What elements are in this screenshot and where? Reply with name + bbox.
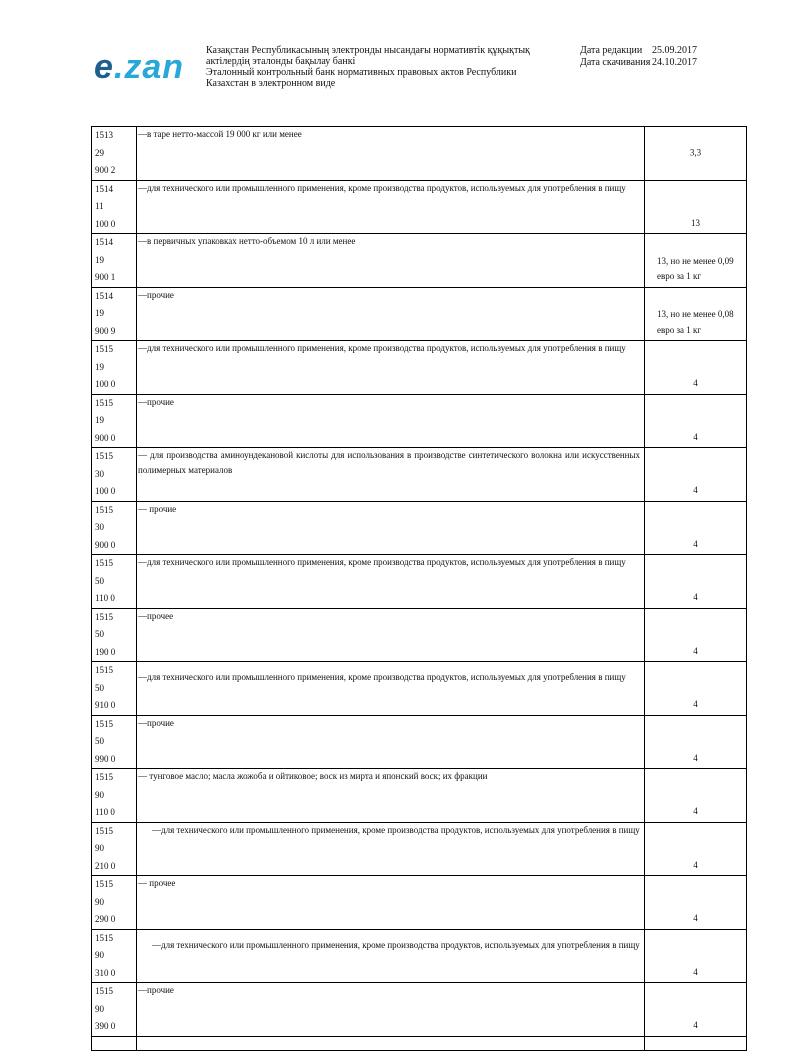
header-line: Казахстан в электронном виде [206, 78, 336, 89]
rate-cell: 13 [645, 180, 747, 234]
header-line: Эталонный контрольный банк нормативных правовых актов Республики [206, 67, 517, 78]
table-row [92, 876, 747, 930]
code-cell: 1515 19 100 0 [92, 341, 137, 395]
code-cell: 1515 30 100 0 [92, 448, 137, 502]
table-row [92, 608, 747, 662]
description-cell: —прочее [137, 608, 645, 662]
rate-cell: 4 [645, 394, 747, 448]
rate-cell: 4 [645, 555, 747, 609]
edit-date-label: Дата редакции [580, 45, 643, 56]
description-cell: —для технического или промышленного применения, кроме производства продуктов, используемых для употребления в пищу [137, 341, 645, 395]
rate-cell: 4 [645, 929, 747, 983]
rate-cell: 13, но не менее 0,08 евро за 1 кг [645, 287, 747, 341]
code-cell: 1515 90 110 0 [92, 769, 137, 823]
rate-cell: 4 [645, 769, 747, 823]
rate-cell: 4 [645, 715, 747, 769]
table-row [92, 127, 747, 181]
tariff-table [91, 126, 747, 1051]
table-row-empty [92, 1036, 747, 1050]
rate-cell: 4 [645, 608, 747, 662]
description-cell: —для технического или промышленного применения, кроме производства продуктов, используемых для употребления в пищу [137, 180, 645, 234]
code-cell: 1515 90 290 0 [92, 876, 137, 930]
rate-cell: 4 [645, 983, 747, 1037]
description-cell: — для производства аминоундекановой кислоты для использования в производстве синтетического волокна или искусственных полимерных материалов [137, 448, 645, 502]
table-row [92, 341, 747, 395]
table-row [92, 555, 747, 609]
rate-cell: 4 [645, 341, 747, 395]
description-cell: —прочие [137, 983, 645, 1037]
description-cell: —в таре нетто-массой 19 000 кг или менее [137, 127, 645, 181]
rate-cell: 4 [645, 662, 747, 716]
rate-cell: 4 [645, 822, 747, 876]
description-cell: —прочие [137, 287, 645, 341]
description-cell: —для технического или промышленного применения, кроме производства продуктов, используемых для употребления в пищу [137, 662, 645, 716]
description-cell: — прочие [137, 501, 645, 555]
code-cell: 1515 50 990 0 [92, 715, 137, 769]
table-row [92, 929, 747, 983]
table-row [92, 180, 747, 234]
table-row [92, 769, 747, 823]
table-row [92, 822, 747, 876]
edit-date: 25.09.2017 [652, 45, 697, 56]
rate-cell: 4 [645, 876, 747, 930]
rate-cell: 13, но не менее 0,09 евро за 1 кг [645, 234, 747, 288]
ezan-logo: e.zan [94, 48, 185, 86]
description-cell: — прочее [137, 876, 645, 930]
download-date-label: Дата скачивания [580, 57, 651, 68]
download-date: 24.10.2017 [652, 57, 697, 68]
code-cell: 1514 19 900 1 [92, 234, 137, 288]
code-cell: 1515 90 310 0 [92, 929, 137, 983]
table-row [92, 448, 747, 502]
code-cell: 1515 50 190 0 [92, 608, 137, 662]
rate-cell: 4 [645, 501, 747, 555]
rate-cell: 3,3 [645, 127, 747, 181]
table-row [92, 394, 747, 448]
header-line: Казақстан Республикасының электронды нысандағы нормативтік құқықтық [206, 45, 530, 56]
header-dates [580, 45, 697, 69]
code-cell: 1515 19 900 0 [92, 394, 137, 448]
description-cell: —в первичных упаковках нетто-объемом 10 л или менее [137, 234, 645, 288]
table-row [92, 983, 747, 1037]
table-row [92, 501, 747, 555]
code-cell: 1515 90 390 0 [92, 983, 137, 1037]
code-cell: 1515 30 900 0 [92, 501, 137, 555]
code-cell: 1513 29 900 2 [92, 127, 137, 181]
header-bank-title [206, 45, 576, 89]
code-cell: 1514 11 100 0 [92, 180, 137, 234]
description-cell: —для технического или промышленного применения, кроме производства продуктов, используемых для употребления в пищу [137, 822, 645, 876]
table-row [92, 715, 747, 769]
description-cell: —для технического или промышленного применения, кроме производства продуктов, используемых для употребления в пищу [137, 929, 645, 983]
table-row [92, 662, 747, 716]
code-cell: 1515 50 110 0 [92, 555, 137, 609]
code-cell: 1515 90 210 0 [92, 822, 137, 876]
description-cell: —для технического или промышленного применения, кроме производства продуктов, используемых для употребления в пищу [137, 555, 645, 609]
code-cell: 1514 19 900 9 [92, 287, 137, 341]
table-row [92, 234, 747, 288]
header-line: актілердің эталонды бақылау банкі [206, 56, 356, 67]
description-cell: —прочие [137, 394, 645, 448]
description-cell: —прочие [137, 715, 645, 769]
rate-cell: 4 [645, 448, 747, 502]
code-cell: 1515 50 910 0 [92, 662, 137, 716]
table-row [92, 287, 747, 341]
description-cell: — тунговое масло; масла жожоба и ойтиковое; воск из мирта и японский воск; их фракции [137, 769, 645, 823]
